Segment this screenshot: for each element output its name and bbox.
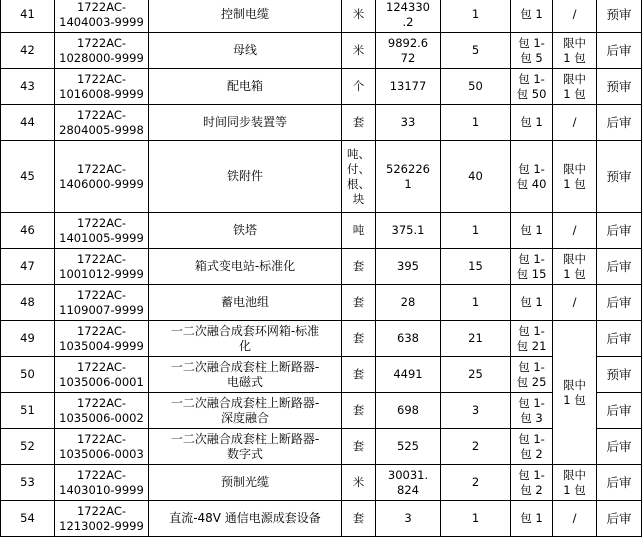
package-count: 5 (441, 33, 511, 69)
table-row (1, 285, 642, 321)
material-code: 1722AC- 1001012-9999 (55, 249, 149, 285)
bid-limit: / (553, 105, 597, 141)
material-name: 一二次融合成套柱上断路器- 数字式 (149, 429, 342, 465)
row-number: 48 (1, 285, 55, 321)
review-type: 预审 (597, 0, 642, 33)
row-number: 46 (1, 213, 55, 249)
table-row (1, 249, 642, 285)
package-count: 3 (441, 393, 511, 429)
bid-limit: 限中 1 包 (553, 321, 597, 465)
quantity: 124330 .2 (376, 0, 441, 33)
material-code: 1722AC- 1213002-9999 (55, 501, 149, 537)
table-row (1, 465, 642, 501)
material-code: 1722AC- 1109007-9999 (55, 285, 149, 321)
quantity: 638 (376, 321, 441, 357)
review-type: 预审 (597, 69, 642, 105)
unit: 米 (342, 0, 376, 33)
review-type: 后审 (597, 105, 642, 141)
table-row (1, 501, 642, 537)
table-row (1, 105, 642, 141)
table-row (1, 429, 642, 465)
material-name: 一二次融合成套柱上断路器- 深度融合 (149, 393, 342, 429)
quantity: 9892.6 72 (376, 33, 441, 69)
package-count: 1 (441, 501, 511, 537)
material-code: 1722AC- 1035006-0002 (55, 393, 149, 429)
table-row (1, 0, 642, 33)
package-count: 25 (441, 357, 511, 393)
unit: 套 (342, 357, 376, 393)
row-number: 45 (1, 141, 55, 213)
package-range: 包 1- 包 50 (511, 69, 553, 105)
row-number: 54 (1, 501, 55, 537)
package-count: 21 (441, 321, 511, 357)
review-type: 后审 (597, 33, 642, 69)
unit: 吨 (342, 213, 376, 249)
material-name: 一二次融合成套柱上断路器- 电磁式 (149, 357, 342, 393)
quantity: 698 (376, 393, 441, 429)
unit: 套 (342, 429, 376, 465)
package-count: 1 (441, 213, 511, 249)
package-count: 2 (441, 465, 511, 501)
bid-limit: / (553, 213, 597, 249)
material-name: 控制电缆 (149, 0, 342, 33)
quantity: 30031. 824 (376, 465, 441, 501)
material-code: 1722AC- 1035006-0003 (55, 429, 149, 465)
bid-limit: 限中 1 包 (553, 141, 597, 213)
material-name: 蓄电池组 (149, 285, 342, 321)
unit: 套 (342, 501, 376, 537)
material-code: 1722AC- 1406000-9999 (55, 141, 149, 213)
bid-limit: 限中 1 包 (553, 69, 597, 105)
bid-limit: / (553, 501, 597, 537)
table-row (1, 141, 642, 213)
table-body (1, 0, 642, 537)
package-count: 40 (441, 141, 511, 213)
quantity: 526226 1 (376, 141, 441, 213)
package-range: 包 1- 包 25 (511, 357, 553, 393)
row-number: 42 (1, 33, 55, 69)
row-number: 44 (1, 105, 55, 141)
review-type: 后审 (597, 249, 642, 285)
unit: 米 (342, 33, 376, 69)
package-range: 包 1- 包 3 (511, 393, 553, 429)
unit: 吨、 付、 根、 块 (342, 141, 376, 213)
package-range: 包 1- 包 21 (511, 321, 553, 357)
row-number: 41 (1, 0, 55, 33)
material-name: 预制光缆 (149, 465, 342, 501)
row-number: 49 (1, 321, 55, 357)
table-row (1, 393, 642, 429)
review-type: 后审 (597, 213, 642, 249)
material-name: 一二次融合成套环网箱-标准 化 (149, 321, 342, 357)
quantity: 525 (376, 429, 441, 465)
bid-limit: / (553, 0, 597, 33)
unit: 套 (342, 249, 376, 285)
table-row (1, 213, 642, 249)
review-type: 预审 (597, 141, 642, 213)
package-range: 包 1- 包 40 (511, 141, 553, 213)
review-type: 后审 (597, 285, 642, 321)
quantity: 33 (376, 105, 441, 141)
table-row (1, 357, 642, 393)
material-code: 1722AC- 1403010-9999 (55, 465, 149, 501)
quantity: 395 (376, 249, 441, 285)
unit: 个 (342, 69, 376, 105)
review-type: 后审 (597, 321, 642, 357)
bid-limit: 限中 1 包 (553, 33, 597, 69)
material-code: 1722AC- 1035004-9999 (55, 321, 149, 357)
table-row (1, 69, 642, 105)
material-code: 1722AC- 1028000-9999 (55, 33, 149, 69)
quantity: 3 (376, 501, 441, 537)
material-name: 时间同步装置等 (149, 105, 342, 141)
material-name: 箱式变电站-标准化 (149, 249, 342, 285)
bid-limit: 限中 1 包 (553, 249, 597, 285)
unit: 米 (342, 465, 376, 501)
quantity: 28 (376, 285, 441, 321)
row-number: 52 (1, 429, 55, 465)
package-count: 1 (441, 105, 511, 141)
row-number: 53 (1, 465, 55, 501)
bid-limit: 限中 1 包 (553, 465, 597, 501)
material-name: 直流-48V 通信电源成套设备 (149, 501, 342, 537)
unit: 套 (342, 105, 376, 141)
material-code: 1722AC- 1016008-9999 (55, 69, 149, 105)
quantity: 375.1 (376, 213, 441, 249)
package-range: 包 1 (511, 501, 553, 537)
quantity: 13177 (376, 69, 441, 105)
material-name: 母线 (149, 33, 342, 69)
material-name: 配电箱 (149, 69, 342, 105)
review-type: 后审 (597, 465, 642, 501)
review-type: 后审 (597, 393, 642, 429)
material-code: 1722AC- 2804005-9998 (55, 105, 149, 141)
row-number: 47 (1, 249, 55, 285)
package-range: 包 1 (511, 105, 553, 141)
bid-limit: / (553, 285, 597, 321)
material-name: 铁附件 (149, 141, 342, 213)
unit: 套 (342, 285, 376, 321)
package-range: 包 1 (511, 285, 553, 321)
package-range: 包 1- 包 2 (511, 465, 553, 501)
package-count: 1 (441, 0, 511, 33)
package-count: 1 (441, 285, 511, 321)
table-row (1, 321, 642, 357)
row-number: 51 (1, 393, 55, 429)
package-range: 包 1- 包 5 (511, 33, 553, 69)
package-count: 50 (441, 69, 511, 105)
material-code: 1722AC- 1404003-9999 (55, 0, 149, 33)
package-count: 15 (441, 249, 511, 285)
package-range: 包 1- 包 15 (511, 249, 553, 285)
unit: 套 (342, 321, 376, 357)
material-code: 1722AC- 1035006-0001 (55, 357, 149, 393)
package-range: 包 1 (511, 213, 553, 249)
quantity: 4491 (376, 357, 441, 393)
package-count: 2 (441, 429, 511, 465)
table-row (1, 33, 642, 69)
material-code: 1722AC- 1401005-9999 (55, 213, 149, 249)
row-number: 50 (1, 357, 55, 393)
review-type: 预审 (597, 357, 642, 393)
unit: 套 (342, 393, 376, 429)
row-number: 43 (1, 69, 55, 105)
review-type: 后审 (597, 429, 642, 465)
material-name: 铁塔 (149, 213, 342, 249)
review-type: 后审 (597, 501, 642, 537)
package-range: 包 1- 包 2 (511, 429, 553, 465)
package-range: 包 1 (511, 0, 553, 33)
